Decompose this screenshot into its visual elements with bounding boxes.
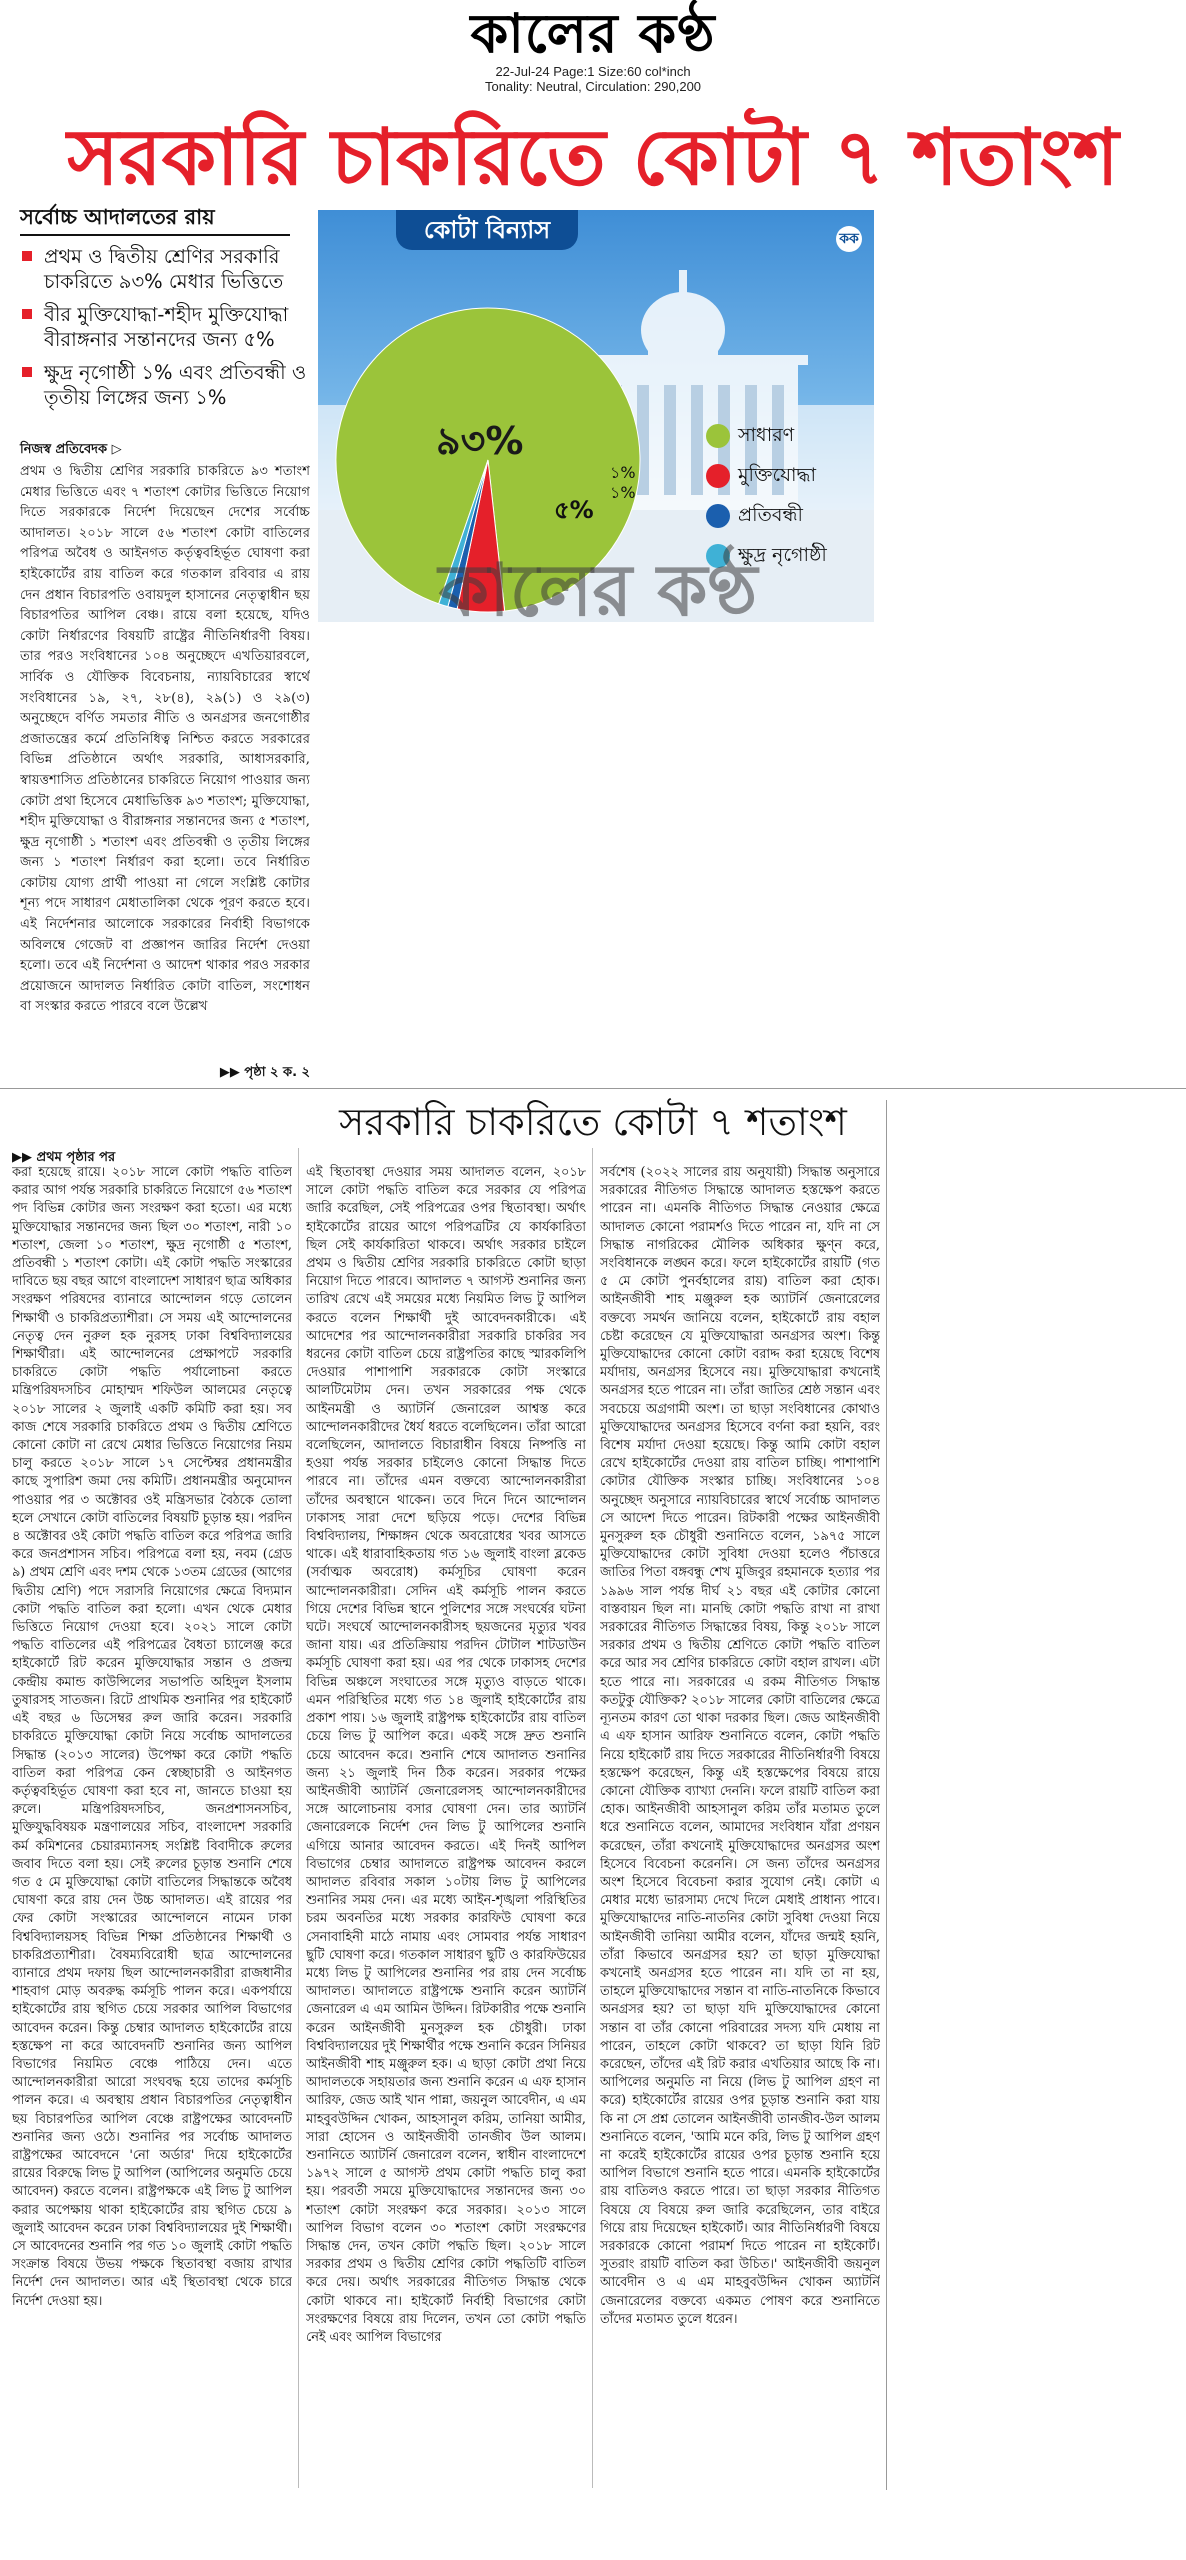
court-label: সর্বোচ্চ আদালতের রায় [20,205,215,229]
legend-label: ক্ষুদ্র নৃগোষ্ঠী [738,544,827,566]
court-label-rule [20,234,290,236]
legend-item [702,422,874,462]
article-column-2: এই স্থিতাবস্থা দেওয়ার সময় আদালত বলেন, ২০১৮ সালে কোটা পদ্ধতি বাতিল করে সরকার যে পরিপত্র জারি করেছিল, সেই পরিপত্রের ওপর স্থিতাবস্থা। অর্থাৎ হাইকোর্টের রায়ের আগে পরিপত্রটির যে কার্যকারিতা ছিল সেই কার্যকারিতা থাকবে। অর্থাৎ সরকার চাইলে প্রথম ও দ্বিতীয় শ্রেণির সরকারি চাকরিতে কোটা ছাড়া নিয়োগ দিতে পারবে। আদালত ৭ আগস্ট শুনানির জন্য তারিখ রেখে এই সময়ের মধ্যে নিয়মিত লিভ টু আপিল করতে বলেন শিক্ষার্থী দুই আবেদনকারীকে। এই আদেশের পর আন্দোলনকারীরা সরকারি চাকরির সব ধরনের কোটা বাতিল চেয়ে রাষ্ট্রপতির কাছে স্মারকলিপি দেওয়ার পাশাপাশি সরকারকে কোটা সংস্কারে আলটিমেটাম দেন। তখন সরকারের পক্ষ থেকে আইনমন্ত্রী ও অ্যাটর্নি জেনারেল আশ্বস্ত করে আন্দোলনকারীদের ধৈর্য ধরতে বলেছিলেন। তাঁরা আরো বলেছিলেন, আদালতে বিচারাধীন বিষয়ে নিষ্পত্তি না হওয়া পর্যন্ত সরকার চাইলেও কোনো সিদ্ধান্ত দিতে পারবে না। তাঁদের এমন বক্তব্যে আন্দোলনকারীরা তাঁদের অবস্থানে থাকেন। তবে দিনে দিনে আন্দোলন ঢাকাসহ সারা দেশে ছড়িয়ে পড়ে। দেশের বিভিন্ন বিশ্ববিদ্যালয়, শিক্ষাঙ্গন থেকে অবরোধের খবর আসতে থাকে। এই ধারাবাহিকতায় গত ১৬ জুলাই বাংলা ব্লকেড (সর্বাত্মক অবরোধ) কর্মসূচির ঘোষণা করেন আন্দোলনকারীরা। সেদিন এই কর্মসূচি পালন করতে গিয়ে দেশের বিভিন্ন স্থানে পুলিশের সঙ্গে সংঘর্ষের ঘটনা ঘটে। সংঘর্ষে আন্দোলনকারীসহ ছয়জনের মৃত্যুর খবর জানা যায়। এর প্রতিক্রিয়ায় পরদিন টোটাল শাটডাউন কর্মসূচি ঘোষণা করা হয়। এর পর থেকে ঢাকাসহ দেশের বিভিন্ন অঞ্চলে সংঘাতের সঙ্গে মৃত্যুও বাড়তে থাকে। এমন পরিস্থিতির মধ্যে গত ১৪ জুলাই হাইকোর্টের রায় প্রকাশ পায়। ১৬ জুলাই রাষ্ট্রপক্ষ হাইকোর্টের রায় বাতিল চেয়ে লিভ টু আপিল করে। একই সঙ্গে দ্রুত শুনানি চেয়ে আবেদন করে। শুনানি শেষে আদালত শুনানির জন্য ২১ জুলাই দিন ঠিক করেন। সরকার পক্ষের আইনজীবী অ্যাটর্নি জেনারেলসহ আন্দোলনকারীদের সঙ্গে আলোচনায় বসার ঘোষণা দেন। তার অ্যাটর্নি জেনারেলকে নির্দেশ দেন লিভ টু আপিলের শুনানি এগিয়ে আনার আবেদন করতে। এই দিনই আপিল বিভাগের চেম্বার আদালতে রাষ্ট্রপক্ষ আবেদন করলে আদালত রবিবার সকাল ১০টায় লিভ টু আপিলের শুনানির সময় দেন। এর মধ্যে আইন-শৃঙ্খলা পরিস্থিতির চরম অবনতির মধ্যে সরকার কারফিউ ঘোষণা করে সেনাবাহিনী মাঠে নামায় এবং সোমবার পর্যন্ত সাধারণ ছুটি ঘোষণা করে। গতকাল সাধারণ ছুটি ও কারফিউয়ের মধ্যে লিভ টু আপিলের শুনানির পর রায় দেন সর্বোচ্চ আদালত। আদালতে রাষ্ট্রপক্ষে শুনানি করেন অ্যাটর্নি জেনারেল এ এম আমিন উদ্দিন। রিটকারীর পক্ষে শুনানি করেন আইনজীবী মুনসুরুল হক চৌধুরী। ঢাকা বিশ্ববিদ্যালয়ের দুই শিক্ষার্থীর পক্ষে শুনানি করেন সিনিয়র আইনজীবী শাহ মঞ্জুরুল হক। এ ছাড়া কোটা প্রথা নিয়ে আদালতকে সহায়তার জন্য শুনানি করেন এ এফ হাসান আরিফ, জেড আই খান পান্না, জয়নুল আবেদীন, এ এম মাহবুবউদ্দিন খোকন, আহসানুল করিম, তানিয়া আমীর, সারা হোসেন ও আইনজীবী তানজীব উল আলম। শুনানিতে অ্যাটর্নি জেনারেল বলেন, স্বাধীন বাংলাদেশে ১৯৭২ সালে ৫ আগস্ট প্রথম কোটা পদ্ধতি চালু করা হয়। পরবর্তী সময়ে মুক্তিযোদ্ধাদের সন্তানদের জন্য ৩০ শতাংশ কোটা সংরক্ষণ করে সরকার। ২০১৩ সালে আপিল বিভাগ বলেন ৩০ শতাংশ কোটা সংরক্ষণের সিদ্ধান্ত দেন, তখন কোটা পদ্ধতি ছিল। ২০১৮ সালে সরকার প্রথম ও দ্বিতীয় শ্রেণির কোটা পদ্ধতিটি বাতিল করে দেয়। অর্থাৎ সরকারের নীতিগত সিদ্ধান্ত থেকে কোটা থাকবে না। হাইকোর্ট নির্বাহী বিভাগের কোটা সংরক্ষণের বিষয়ে রায় দিলেন, তখন তো কোটা পদ্ধতি নেই এবং আপিল বিভাগের [306,1165,586,2345]
key-point: প্রথম ও দ্বিতীয় শ্রেণির সরকারি চাকরিতে ৯৩% মেধার ভিত্তিতে [20,244,310,294]
legend-swatch [706,504,730,528]
legend-swatch [706,424,730,448]
newspaper-logo: কালের কণ্ঠ [470,2,716,65]
clip-meta-line-1: 22-Jul-24 Page:1 Size:60 col*inch [495,64,691,79]
lead-article-text: প্রথম ও দ্বিতীয় শ্রেণির সরকারি চাকরিতে ৯৩ শতাংশ মেধার ভিত্তিতে এবং ৭ শতাংশ কোটার ভিত্তিতে নিয়োগ দিতে সরকারকে নির্দেশ দিয়েছেন দেশের সর্বোচ্চ আদালত। ২০১৮ সালে ৫৬ শতাংশ কোটা বাতিলের পরিপত্র অবৈধ ও আইনগত কর্তৃত্ববহির্ভূত ঘোষণা করা হাইকোর্টের রায় বাতিল করে গতকাল রবিবার এ রায় দেন প্রধান বিচারপতি ওবায়দুল হাসানের নেতৃত্বাধীন ছয় বিচারপতির আপিল বেঞ্চ। রায়ে বলা হয়েছে, যদিও কোটা নির্ধারণের বিষয়টি রাষ্ট্রের নীতিনির্ধারণী বিষয়। তার পরও সংবিধানের ১০৪ অনুচ্ছেদে এখতিয়ারবলে, সার্বিক ও যৌক্তিক বিবেচনায়, ন্যায়বিচারের স্বার্থে সংবিধানের ১৯, ২৭, ২৮(৪), ২৯(১) ও ২৯(৩) অনুচ্ছেদে বর্ণিত সমতার নীতি ও অনগ্রসর জনগোষ্ঠীর প্রজাতন্ত্রের কর্মে প্রতিনিধিত্ব নিশ্চিত করতে সরকারের বিভিন্ন প্রতিষ্ঠানে অর্থাৎ সরকারি, আধাসরকারি, স্বায়ত্তশাসিত প্রতিষ্ঠানের চাকরিতে নিয়োগ পাওয়ার জন্য কোটা প্রথা হিসেবে মেধাভিত্তিক ৯৩ শতাংশ; মুক্তিযোদ্ধা, শহীদ মুক্তিযোদ্ধা ও বীরাঙ্গনার সন্তানদের জন্য ৫ শতাংশ, ক্ষুদ্র নৃগোষ্ঠী ১ শতাংশ এবং প্রতিবন্ধী ও তৃতীয় লিঙ্গের জন্য ১ শতাংশ নির্ধারণ করা হলো। তবে নির্ধারিত কোটায় যোগ্য প্রার্থী পাওয়া না গেলে সংশ্লিষ্ট কোটার শূন্য পদে সাধারণ মেধাতালিকা থেকে পূরণ করতে হবে। এই নির্দেশনার আলোকে সরকারের নির্বাহী বিভাগকে অবিলম্বে গেজেট বা প্রজ্ঞাপন জারির নির্দেশ দেওয়া হলো। তবে এই নির্দেশনা ও আদেশ থাকার পরও সরকার প্রয়োজনে আদালত নির্ধারিত কোটা বাতিল, সংশোধন বা সংস্কার করতে পারবে বলে উল্লেখ [20,464,310,1015]
key-points-list [20,244,310,418]
continuation-kicker: ▶▶ প্রথম পৃষ্ঠার পর [12,1150,116,1165]
pie-label-93: ৯৩% [436,419,524,463]
legend-label: সাধারণ [738,424,795,446]
infographic-title: কোটা বিন্যাস [396,210,578,250]
section-divider [0,1088,1186,1089]
quota-infographic [318,210,874,622]
key-point: ক্ষুদ্র নৃগোষ্ঠী ১% এবং প্রতিবন্ধী ও তৃতীয় লিঙ্গের জন্য ১% [20,360,310,410]
column-rule [298,1148,299,2488]
legend-label: প্রতিবন্ধী [738,504,803,526]
legend-item [702,462,874,502]
pie-label-1-b: ১% [610,483,636,502]
masthead [0,4,1186,94]
legend-label: মুক্তিযোদ্ধা [738,464,816,486]
continuation-headline: সরকারি চাকরিতে কোটা ৭ শতাংশ [339,1100,847,1144]
legend-item [702,502,874,542]
key-point: বীর মুক্তিযোদ্ধা-শহীদ মুক্তিযোদ্ধা বীরাঙ্গনার সন্তানদের জন্য ৫% [20,302,310,352]
continued-marker: ▶▶ পৃষ্ঠা ২ ক. ২ [219,1065,310,1080]
column-rule [592,1148,593,2488]
watermark-logo: কালের কণ্ঠ [438,548,758,622]
clip-edge-rule [886,1100,887,2490]
pie-label-1-a: ১% [610,463,636,482]
clip-meta-line-2: Tonality: Neutral, Circulation: 290,200 [484,79,702,94]
pie-label-5: ৫% [554,496,594,524]
article-column-1: করা হয়েছে রায়ে। ২০১৮ সালে কোটা পদ্ধতি বাতিল করার আগ পর্যন্ত সরকারি চাকরিতে নিয়োগে ৫৬ শতাংশ পদ বিভিন্ন কোটার জন্য সংরক্ষণ করা হতো। এর মধ্যে মুক্তিযোদ্ধার সন্তানদের জন্য ছিল ৩০ শতাংশ, নারী ১০ শতাংশ, জেলা ১০ শতাংশ, ক্ষুদ্র নৃগোষ্ঠী ৫ শতাংশ, প্রতিবন্ধী ১ শতাংশ কোটা। এই কোটা পদ্ধতি সংস্কারের দাবিতে ছয় বছর আগে বাংলাদেশ সাধারণ ছাত্র অধিকার সংরক্ষণ পরিষদের ব্যানারে আন্দোলন গড়ে তোলেন শিক্ষার্থী ও চাকরিপ্রত্যাশীরা। সে সময় এই আন্দোলনের নেতৃত্ব দেন নুরুল হক নুরসহ ঢাকা বিশ্ববিদ্যালয়ের শিক্ষার্থীরা। এই আন্দোলনের প্রেক্ষাপটে সরকারি চাকরিতে কোটা পদ্ধতি পর্যালোচনা করতে মন্ত্রিপরিষদসচিব মোহাম্মদ শফিউল আলমের নেতৃত্বে ২০১৮ সালের ২ জুলাই একটি কমিটি করা হয়। সব কাজ শেষে সরকারি চাকরিতে প্রথম ও দ্বিতীয় শ্রেণিতে কোনো কোটা না রেখে মেধার ভিত্তিতে নিয়োগের নিয়ম চালু করতে ২০১৮ সালে ১৭ সেপ্টেম্বর প্রধানমন্ত্রীর কাছে সুপারিশ জমা দেয় কমিটি। প্রধানমন্ত্রীর অনুমোদন পাওয়ার পর ৩ অক্টোবর ওই মন্ত্রিসভার বৈঠকে তোলা হলে সেখানে কোটা বাতিলের বিষয়টি চূড়ান্ত হয়। পরদিন ৪ অক্টোবর ওই কোটা পদ্ধতি বাতিল করে পরিপত্র জারি করে জনপ্রশাসন সচিব। পরিপত্রে বলা হয়, নবম (গ্রেড ৯) প্রথম শ্রেণি এবং দশম থেকে ১৩তম গ্রেডের (আগের দ্বিতীয় শ্রেণি) পদে সরাসরি নিয়োগের ক্ষেত্রে বিদ্যমান কোটা পদ্ধতি বাতিল করা হলো। এখন থেকে মেধার ভিত্তিতে নিয়োগ দেওয়া হবে। ২০২১ সালে কোটা পদ্ধতি বাতিলের এই পরিপত্রের বৈধতা চ্যালেঞ্জ করে হাইকোর্টে রিট করেন মুক্তিযোদ্ধার সন্তান ও প্রজন্ম কেন্দ্রীয় কমান্ড কাউন্সিলের সভাপতি অহিদুল ইসলাম তুষারসহ সাতজন। রিটে প্রাথমিক শুনানির পর হাইকোর্ট এই বছর ৬ ডিসেম্বর রুল জারি করেন। সরকারি চাকরিতে মুক্তিযোদ্ধা কোটা নিয়ে সর্বোচ্চ আদালতের সিদ্ধান্ত (২০১৩ সালের) উপেক্ষা করে কোটা পদ্ধতি বাতিল করা পরিপত্র কেন স্বেচ্ছাচারী ও আইনগত কর্তৃত্ববহির্ভূত ঘোষণা করা হবে না, জানতে চাওয়া হয় রুলে। মন্ত্রিপরিষদসচিব, জনপ্রশাসনসচিব, মুক্তিযুদ্ধবিষয়ক মন্ত্রণালয়ের সচিব, বাংলাদেশ সরকারি কর্ম কমিশনের চেয়ারম্যানসহ সংশ্লিষ্ট বিবাদীকে রুলের জবাব দিতে বলা হয়। সেই রুলের চূড়ান্ত শুনানি শেষে গত ৫ মে মুক্তিযোদ্ধা কোটা বাতিলের সিদ্ধান্তকে অবৈধ ঘোষণা করে রায় দেন উচ্চ আদালত। এই রায়ের পর ফের কোটা সংস্কারের আন্দোলনে নামেন ঢাকা বিশ্ববিদ্যালয়সহ বিভিন্ন শিক্ষা প্রতিষ্ঠানের শিক্ষার্থী ও চাকরিপ্রত্যাশীরা। বৈষম্যবিরোধী ছাত্র আন্দোলনের ব্যানারে প্রথম দফায় ছিল আন্দোলনকারীরা রাজধানীর শাহবাগ মোড় অবরুদ্ধ কর্মসূচি পালন করে। একপর্যায়ে হাইকোর্টের রায় স্থগিত চেয়ে সরকার আপিল বিভাগের আবেদন করেন। কিন্তু চেম্বার আদালত হাইকোর্টের রায়ে হস্তক্ষেপ না করে আবেদনটি শুনানির জন্য আপিল বিভাগের নিয়মিত বেঞ্চে পাঠিয়ে দেন। এতে আন্দোলনকারীরা আরো সংঘবদ্ধ হয়ে তাদের কর্মসূচি পালন করে। এ অবস্থায় প্রধান বিচারপতির নেতৃত্বাধীন ছয় বিচারপতির আপিল বেঞ্চে রাষ্ট্রপক্ষের আবেদনটি শুনানির জন্য ওঠে। শুনানির পর সর্বোচ্চ আদালত রাষ্ট্রপক্ষের আবেদনে 'নো অর্ডার' দিয়ে হাইকোর্টের রায়ের বিরুদ্ধে লিভ টু আপিল (আপিলের অনুমতি চেয়ে আবেদন) করতে বলেন। রাষ্ট্রপক্ষকে এই লিভ টু আপিল করার অপেক্ষায় থাকা হাইকোর্টের রায় স্থগিত চেয়ে ৯ জুলাই আবেদন করেন ঢাকা বিশ্ববিদ্যালয়ের দুই শিক্ষার্থী। সে আবেদনের শুনানি পর গত ১০ জুলাই কোটা পদ্ধতি সংক্রান্ত বিষয়ে উভয় পক্ষকে স্থিতাবস্থা বজায় রাখার নির্দেশ দেন আদালত। আর এই স্থিতাবস্থা থেকে চারে নির্দেশ দেওয়া হয়। [12,1165,292,2309]
article-column-3: সর্বশেষ (২০২২ সালের রায় অনুযায়ী) সিদ্ধান্ত অনুসারে সরকারের নীতিগত সিদ্ধান্তে আদালত হস্তক্ষেপ করতে পারেন না। এমনকি নীতিগত সিদ্ধান্ত নেওয়ার ক্ষেত্রে আদালত কোনো পরামর্শও দিতে পারেন না, যদি না সে সিদ্ধান্ত নাগরিকের মৌলিক অধিকার ক্ষুণ্ন করে, সংবিধানকে লঙ্ঘন করে। ফলে হাইকোর্টের রায়টি (গত ৫ মে কোটা পুনর্বহালের রায়) বাতিল করা হোক। আইনজীবী শাহ মঞ্জুরুল হক অ্যাটর্নি জেনারেলের বক্তব্যে সমর্থন জানিয়ে বলেন, হাইকোর্টে রায় বহাল চেষ্টা করেছেন যে মুক্তিযোদ্ধারা অনগ্রসর অংশ। কিন্তু মুক্তিযোদ্ধাদের কোনো কোটা বরাদ্দ করা হয়েছে বিশেষ মর্যাদায়, অনগ্রসর হিসেবে নয়। মুক্তিযোদ্ধারা কখনোই অনগ্রসর হতে পারেন না। তাঁরা জাতির শ্রেষ্ঠ সন্তান এবং সবচেয়ে অগ্রগামী অংশ। তা ছাড়া সংবিধানের কোথাও মুক্তিযোদ্ধাদের অনগ্রসর হিসেবে বর্ণনা করা হয়নি, বরং বিশেষ মর্যাদা দেওয়া হয়েছে। কিন্তু আমি কোটা বহাল রেখে হাইকোর্টের দেওয়া রায় বাতিল চাচ্ছি। পাশাপাশি কোটার যৌক্তিক সংস্কার চাচ্ছি। সংবিধানের ১০৪ অনুচ্ছেদ অনুসারে ন্যায়বিচারের স্বার্থে সর্বোচ্চ আদালত সে আদেশ দিতে পারেন। রিটকারী পক্ষের আইনজীবী মুনসুরুল হক চৌধুরী শুনানিতে বলেন, ১৯৭৫ সালে মুক্তিযোদ্ধাদের কোটা সুবিধা দেওয়া হলেও পঁচাত্তরে জাতির পিতা বঙ্গবন্ধু শেখ মুজিবুর রহমানকে হত্যার পর ১৯৯৬ সাল পর্যন্ত দীর্ঘ ২১ বছর এই কোটার কোনো বাস্তবায়ন ছিল না। মানছি কোটা পদ্ধতি রাখা না রাখা সরকারের নীতিগত সিদ্ধান্তের বিষয়, কিন্তু ২০১৮ সালে সরকার প্রথম ও দ্বিতীয় শ্রেণিতে কোটা পদ্ধতি বাতিল করে আর সব শ্রেণির চাকরিতে কোটা বহাল রাখল। এটা হতে পারে না। সরকারের এ রকম নীতিগত সিদ্ধান্ত কতটুকু যৌক্তিক? ২০১৮ সালের কোটা বাতিলের ক্ষেত্রে ন্যূনতম কারণ তো থাকা দরকার ছিল। জেড আইনজীবী এ এফ হাসান আরিফ শুনানিতে বলেন, কোটা পদ্ধতি নিয়ে হাইকোর্ট রায় দিতে সরকারের নীতিনির্ধারণী বিষয়ে হস্তক্ষেপ করেছেন, কিন্তু এই হস্তক্ষেপের বিষয়ে রায়ে কোনো যৌক্তিক ব্যাখ্যা দেননি। ফলে রায়টি বাতিল করা হোক। আইনজীবী আহসানুল করিম তাঁর মতামত তুলে ধরে শুনানিতে বলেন, আমাদের সংবিধান যাঁরা প্রণয়ন করেছেন, তাঁরা কখনোই মুক্তিযোদ্ধাদের অনগ্রসর অংশ হিসেবে বিবেচনা করেননি। সে জন্য তাঁদের অনগ্রসর অংশ হিসেবে বিবেচনা করার সুযোগ নেই। কোটা এ মেধার মধ্যে ভারসাম্য দেখে দিলে মেধাই প্রাধান্য পাবে। মুক্তিযোদ্ধাদের নাতি-নাতনির কোটা সুবিধা দেওয়া নিয়ে আইনজীবী তানিয়া আমীর বলেন, যাঁদের জন্মই হয়নি, তাঁরা কিভাবে অনগ্রসর হয়? তা ছাড়া মুক্তিযোদ্ধা কখনোই অনগ্রসর হতে পারেন না। যদি তা না হয়, তাহলে মুক্তিযোদ্ধাদের সন্তান বা নাতি-নাতনিকে কিভাবে অনগ্রসর হয়? তা ছাড়া যদি মুক্তিযোদ্ধাদের কোনো সন্তান বা তাঁর কোনো পরিবারের সদস্য যদি মেধায় না পারেন, তাহলে কোটা থাকবে? তা ছাড়া যিনি রিট করেছেন, তাঁদের এই রিট করার এখতিয়ার আছে কি না। আপিলের অনুমতি না নিয়ে (লিভ টু আপিল গ্রহণ না করে) হাইকোর্টের রায়ের ওপর চূড়ান্ত শুনানি করা যায় কি না সে প্রশ্ন তোলেন আইনজীবী তানজীব-উল আলম শুনানিতে বলেন, 'আমি মনে করি, লিভ টু আপিল গ্রহণ না করেই হাইকোর্টের রায়ের ওপর চূড়ান্ত শুনানি হয়ে আপিল বিভাগে শুনানি হতে পারে। এমনকি হাইকোর্টের রায় বাতিলও করতে পারে। তা ছাড়া সরকার নীতিগত বিষয়ে যে বিষয়ে রুল জারি করেছিলেন, তার বাইরে গিয়ে রায় দিয়েছেন হাইকোর্ট। আর নীতিনির্ধারণী বিষয়ে সরকারকে কোনো পরামর্শ দিতে পারেন না হাইকোর্ট। সুতরাং রায়টি বাতিল করা উচিত।' আইনজীবী জয়নুল আবেদীন ও এ এম মাহবুবউদ্দিন খোকন অ্যাটর্নি জেনারেলের বক্তব্যে একমত পোষণ করে শুনানিতে তাঁদের মতামত তুলে ধরেন। [600,1165,880,2327]
main-headline: সরকারি চাকরিতে কোটা ৭ শতাংশ [67,113,1119,203]
logo-badge-icon: কক [836,226,862,252]
byline: নিজস্ব প্রতিবেদক ▷ [20,442,122,457]
legend-swatch [706,464,730,488]
